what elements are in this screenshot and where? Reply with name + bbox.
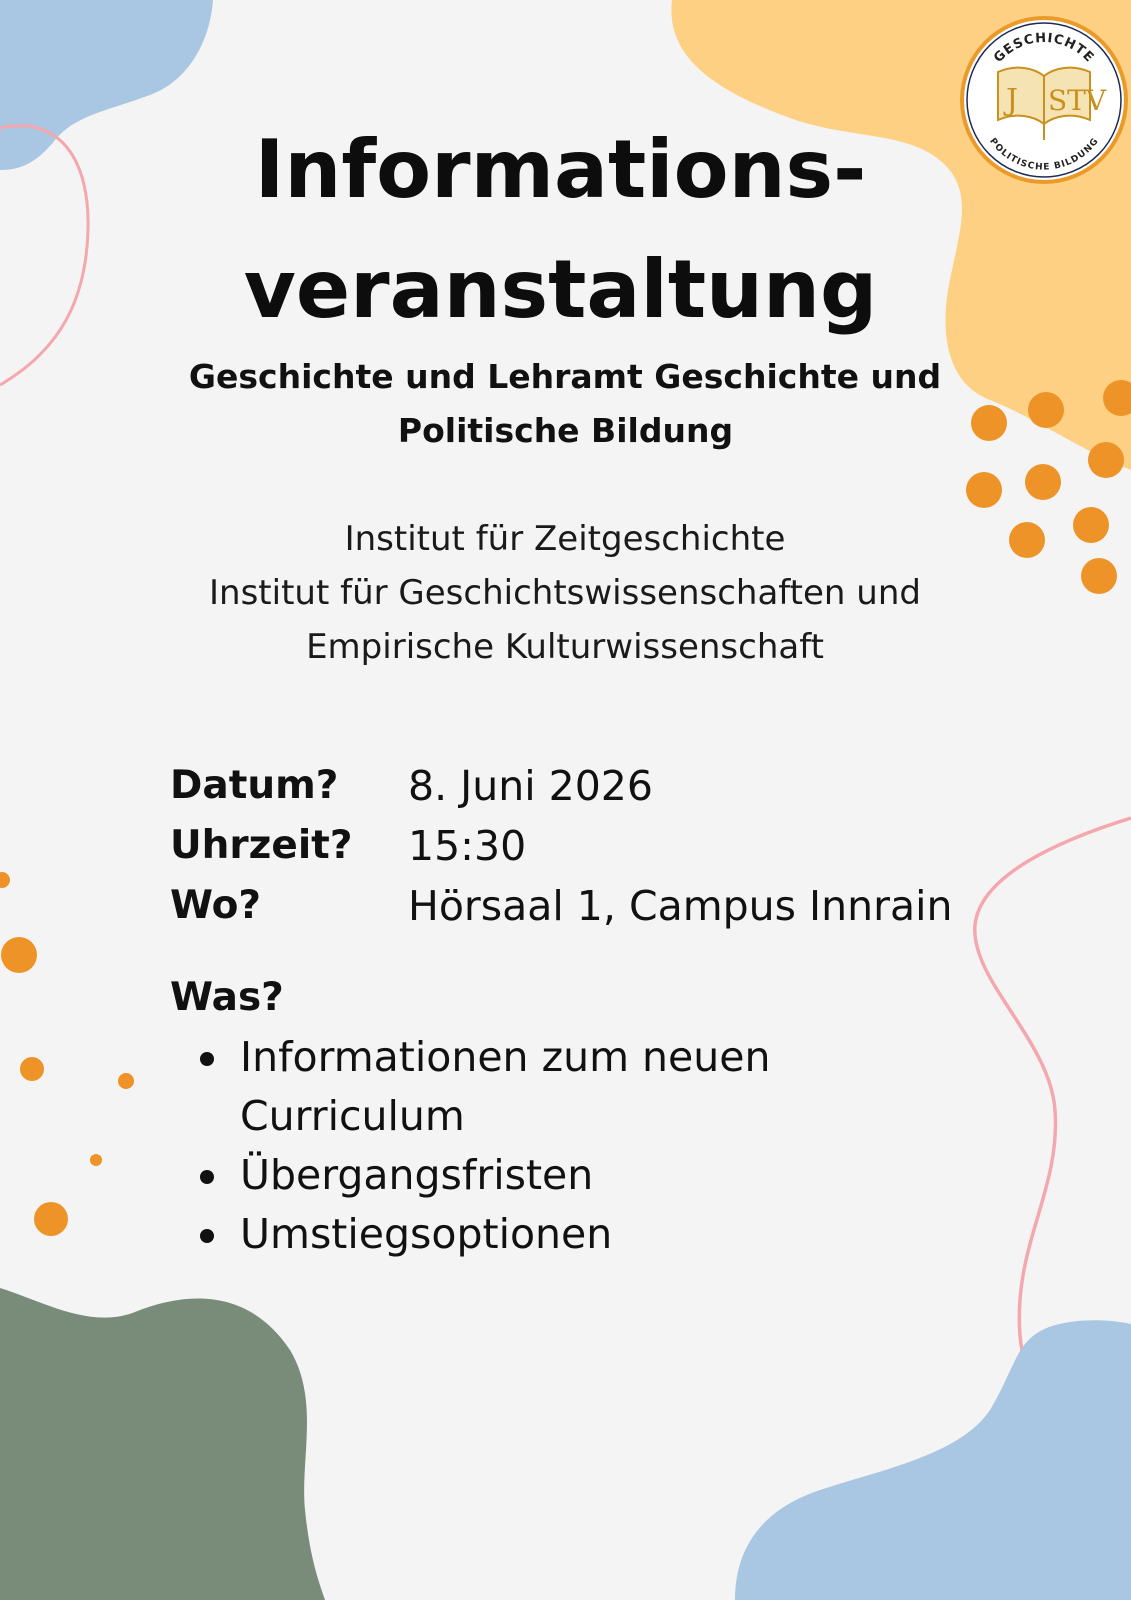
topic-text: Informationen zum neuen bbox=[240, 1033, 771, 1081]
time-value: 15:30 bbox=[408, 822, 527, 870]
event-title-line-1: Informations- bbox=[254, 123, 867, 216]
bullet-icon bbox=[200, 1052, 214, 1066]
topic-text: Übergangsfristen bbox=[240, 1151, 594, 1199]
list-item bbox=[240, 1146, 880, 1205]
date-label: Datum? bbox=[170, 763, 339, 808]
stv-logo-icon bbox=[956, 12, 1131, 188]
topic-text: Umstiegsoptionen bbox=[240, 1210, 613, 1258]
place-value: Hörsaal 1, Campus Innrain bbox=[408, 882, 953, 930]
event-title-line-2: veranstaltung bbox=[243, 243, 878, 336]
subtitle-line-2: Politische Bildung bbox=[397, 411, 734, 450]
place-label: Wo? bbox=[170, 883, 262, 928]
list-item bbox=[240, 1028, 880, 1146]
institute-line-3: Empirische Kulturwissenschaft bbox=[306, 627, 824, 667]
institute-line-1: Institut für Zeitgeschichte bbox=[344, 519, 786, 559]
institute-line-2: Institut für Geschichtswissenschaften und bbox=[209, 573, 921, 613]
logo-bottom-text: POLITISCHE BILDUNG bbox=[987, 136, 1101, 173]
topics-list bbox=[240, 1028, 880, 1264]
date-value: 8. Juni 2026 bbox=[408, 762, 653, 810]
topics-label: Was? bbox=[170, 975, 284, 1020]
topic-text-continued: Curriculum bbox=[240, 1092, 465, 1140]
bullet-icon bbox=[200, 1170, 214, 1184]
subtitle-line-1: Geschichte und Lehramt Geschichte und bbox=[188, 357, 942, 396]
time-label: Uhrzeit? bbox=[170, 823, 353, 868]
logo-mark-left: Ј bbox=[1006, 83, 1019, 118]
logo-center-text: STV bbox=[1048, 84, 1107, 117]
logo-top-text: GESCHICHTE bbox=[991, 30, 1097, 66]
bullet-icon bbox=[200, 1229, 214, 1243]
list-item bbox=[240, 1205, 880, 1264]
